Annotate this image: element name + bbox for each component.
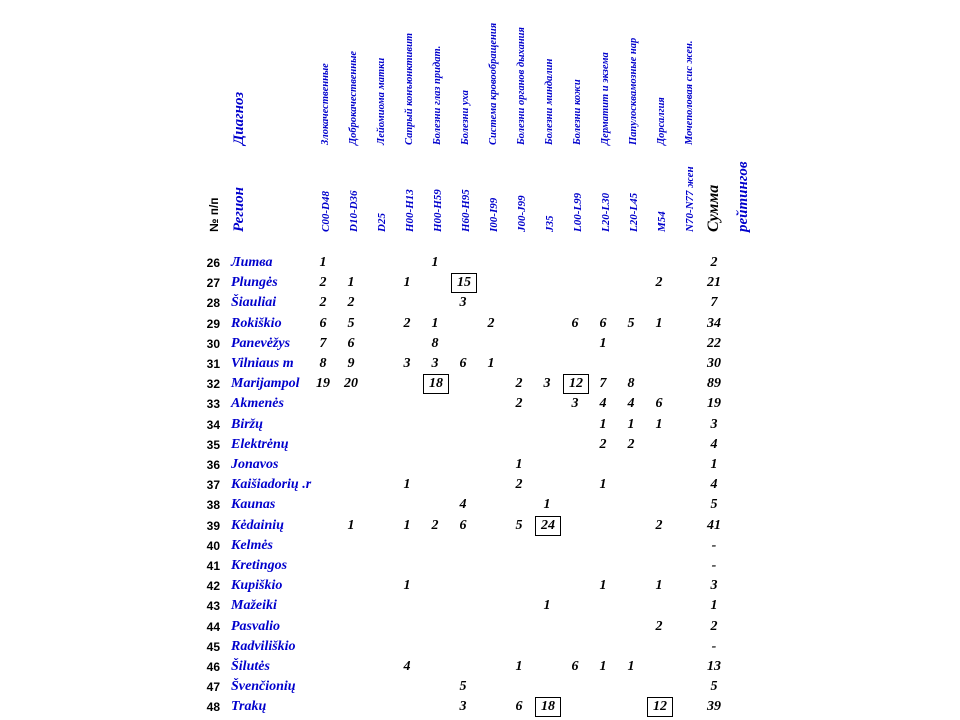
value-cell: 2: [487, 315, 495, 331]
value-cell: 3: [543, 376, 551, 392]
column-code-header: I00-I99: [488, 197, 500, 232]
value-cell: 1: [487, 356, 495, 371]
row-number: 30: [206, 336, 220, 351]
region-name: Švenčionių: [231, 679, 296, 695]
value-cell: 1: [599, 659, 607, 674]
column-name-header: Дорсалгия: [656, 97, 667, 145]
row-number: 33: [206, 397, 220, 412]
value-cell: 1: [403, 578, 411, 594]
column-name-header: Болезни органов дыхания: [516, 27, 527, 145]
value-cell: 2: [655, 618, 663, 634]
sum-cell: -: [711, 558, 717, 573]
value-cell: 1: [403, 275, 411, 291]
region-name: Kretingos: [231, 558, 288, 573]
value-cell: 18: [423, 374, 449, 394]
value-cell: 12: [563, 374, 589, 394]
column-name-header: Папулосквамозные нар: [628, 37, 639, 145]
sum-cell: -: [711, 638, 717, 654]
value-cell: 2: [347, 295, 355, 311]
value-cell: 2: [515, 396, 523, 412]
sum-header: Сумма: [705, 184, 722, 232]
column-code-header: D25: [376, 213, 388, 232]
value-cell: 6: [319, 315, 327, 331]
value-cell: 3: [403, 356, 411, 371]
value-cell: 1: [599, 335, 607, 351]
sum-cell: 2: [710, 255, 718, 270]
region-header: Регион: [231, 187, 247, 232]
region-name: Panevėžys: [231, 335, 291, 351]
value-cell: 7: [599, 376, 607, 392]
value-cell: 2: [515, 376, 523, 392]
value-cell: 1: [347, 275, 355, 291]
value-cell: 2: [319, 295, 327, 311]
value-cell: 15: [451, 273, 477, 293]
value-cell: 5: [627, 315, 635, 331]
column-code-header: L20-L45: [628, 192, 640, 232]
row-number: 29: [206, 316, 220, 331]
value-cell: 6: [571, 315, 579, 331]
column-code-header: N70-N77 жен: [684, 166, 696, 232]
value-cell: 1: [515, 457, 523, 472]
sum-cell: 5: [710, 497, 718, 513]
row-number: 43: [206, 599, 220, 614]
value-cell: 6: [599, 315, 607, 331]
value-cell: 1: [627, 659, 635, 674]
column-name-header: Система кровообращения: [488, 22, 499, 145]
row-number: 27: [206, 276, 220, 291]
sum-cell: 2: [710, 618, 718, 634]
column-name-header: Мочеполовая сис жен.: [684, 40, 695, 145]
value-cell: 1: [319, 255, 327, 270]
region-name: Kaunas: [231, 497, 276, 513]
sum-cell: 5: [710, 679, 718, 695]
value-cell: 1: [599, 578, 607, 594]
region-name: Elektrėnų: [231, 436, 289, 452]
region-name: Rokiškio: [231, 315, 282, 331]
row-number: 45: [206, 639, 220, 654]
column-name-header: Лейомиома матки: [376, 57, 387, 145]
sum-cell: 4: [710, 477, 718, 493]
row-number: 35: [206, 437, 220, 452]
value-cell: 2: [403, 315, 411, 331]
sum-cell: 39: [707, 699, 721, 715]
value-cell: 6: [515, 699, 523, 715]
sum-cell: -: [711, 537, 717, 553]
sum-cell: 3: [710, 416, 718, 432]
value-cell: 1: [599, 477, 607, 493]
sum-cell: 19: [707, 396, 721, 412]
column-name-header: Болезни глаз придат.: [432, 45, 443, 145]
value-cell: 1: [515, 659, 523, 674]
row-number: 41: [206, 559, 220, 573]
value-cell: 6: [655, 396, 663, 412]
region-name: Kėdainių: [231, 517, 284, 533]
value-cell: 1: [599, 416, 607, 432]
value-cell: 3: [459, 295, 467, 311]
sum-cell: 34: [707, 315, 721, 331]
diagnosis-header: Диагноз: [231, 91, 247, 145]
column-name-header: Доброкачественные: [348, 50, 359, 145]
row-number: 44: [206, 619, 220, 634]
column-code-header: L00-L99: [572, 192, 584, 232]
region-name: Kaišiadorių .r: [231, 477, 312, 493]
region-name: Akmenės: [231, 396, 284, 412]
value-cell: 2: [515, 477, 523, 493]
value-cell: 3: [459, 699, 467, 715]
region-name: Radviliškio: [231, 638, 296, 654]
value-cell: 12: [647, 697, 673, 717]
value-cell: 1: [543, 598, 551, 614]
value-cell: 2: [655, 517, 663, 533]
column-code-header: J00-J99: [516, 195, 528, 232]
value-cell: 4: [403, 659, 411, 674]
region-name: Trakų: [231, 699, 267, 715]
row-number: 42: [206, 579, 220, 594]
column-code-header: D10-D36: [348, 190, 360, 232]
column-code-header: L20-L30: [600, 192, 612, 232]
sum-cell: 89: [707, 376, 721, 392]
row-number: 39: [206, 518, 220, 533]
column-name-header: Болезни миндалин: [544, 58, 555, 145]
value-cell: 3: [431, 356, 439, 371]
value-cell: 2: [319, 275, 327, 291]
row-number: 38: [206, 498, 220, 513]
value-cell: 8: [627, 376, 635, 392]
region-name: Plungės: [231, 275, 278, 291]
value-cell: 5: [515, 517, 523, 533]
sum-cell: 22: [707, 335, 721, 351]
region-name: Biržų: [231, 416, 263, 432]
row-number: 31: [206, 357, 220, 371]
row-number: 48: [206, 700, 220, 715]
sum-cell: 41: [707, 517, 721, 533]
column-code-header: H60-H95: [460, 189, 472, 232]
row-number: 32: [206, 377, 220, 392]
sum-cell: 1: [710, 598, 718, 614]
region-name: Mažeiki: [231, 598, 277, 614]
value-cell: 19: [316, 376, 330, 392]
value-cell: 6: [459, 517, 467, 533]
value-cell: 3: [571, 396, 579, 412]
region-name: Kelmės: [231, 537, 273, 553]
value-cell: 1: [403, 477, 411, 493]
column-code-header: H00-H59: [432, 189, 444, 232]
row-number: 40: [206, 538, 220, 553]
sum-cell: 7: [710, 295, 718, 311]
num-header: № п/п: [207, 197, 221, 232]
value-cell: 18: [535, 697, 561, 717]
column-name-header: Болезни уха: [460, 90, 471, 145]
row-number: 26: [206, 256, 220, 270]
value-cell: 6: [347, 335, 355, 351]
column-name-header: Дерматит и экзема: [600, 52, 611, 145]
column-code-header: H00-H13: [404, 189, 416, 232]
value-cell: 9: [347, 356, 355, 371]
region-name: Литва: [231, 255, 273, 270]
sum-cell: 3: [710, 578, 718, 594]
value-cell: 2: [655, 275, 663, 291]
row-number: 47: [206, 680, 220, 695]
region-name: Šiauliai: [231, 295, 277, 311]
value-cell: 1: [655, 315, 663, 331]
value-cell: 20: [344, 376, 358, 392]
row-number: 28: [206, 296, 220, 311]
value-cell: 1: [627, 416, 635, 432]
ratings-header: рейтингов: [735, 161, 751, 232]
value-cell: 5: [459, 679, 467, 695]
row-number: 37: [206, 478, 220, 493]
sum-cell: 1: [710, 457, 718, 472]
sum-cell: 21: [707, 275, 721, 291]
value-cell: 1: [431, 315, 439, 331]
sum-cell: 4: [710, 436, 718, 452]
value-cell: 1: [655, 578, 663, 594]
region-name: Vilniaus m: [231, 356, 294, 371]
value-cell: 2: [627, 436, 635, 452]
region-name: Jonavos: [231, 457, 279, 472]
region-name: Marijampol: [231, 376, 300, 392]
value-cell: 1: [403, 517, 411, 533]
value-cell: 6: [459, 356, 467, 371]
value-cell: 1: [347, 517, 355, 533]
column-code-header: M54: [656, 211, 668, 232]
column-name-header: Болезни кожи: [572, 79, 583, 145]
value-cell: 1: [431, 255, 439, 270]
value-cell: 1: [543, 497, 551, 513]
region-name: Šilutės: [231, 659, 270, 674]
value-cell: 4: [627, 396, 635, 412]
value-cell: 5: [347, 315, 355, 331]
column-name-header: Злокачественные: [320, 63, 331, 145]
row-number: 36: [206, 458, 220, 472]
column-code-header: C00-D48: [320, 191, 332, 232]
column-name-header: Сапрый конъюнктивит: [404, 32, 415, 145]
sum-cell: 13: [707, 659, 721, 674]
column-code-header: J35: [544, 215, 556, 232]
value-cell: 2: [599, 436, 607, 452]
value-cell: 1: [655, 416, 663, 432]
region-name: Pasvalio: [231, 618, 280, 634]
value-cell: 4: [599, 396, 607, 412]
row-number: 34: [206, 417, 220, 432]
value-cell: 4: [459, 497, 467, 513]
value-cell: 8: [319, 356, 327, 371]
row-number: 46: [206, 660, 220, 674]
region-name: Kupiškio: [231, 578, 283, 594]
value-cell: 24: [535, 516, 561, 536]
value-cell: 8: [431, 335, 439, 351]
value-cell: 6: [571, 659, 579, 674]
sum-cell: 30: [707, 356, 721, 371]
value-cell: 7: [319, 335, 327, 351]
value-cell: 2: [431, 517, 439, 533]
